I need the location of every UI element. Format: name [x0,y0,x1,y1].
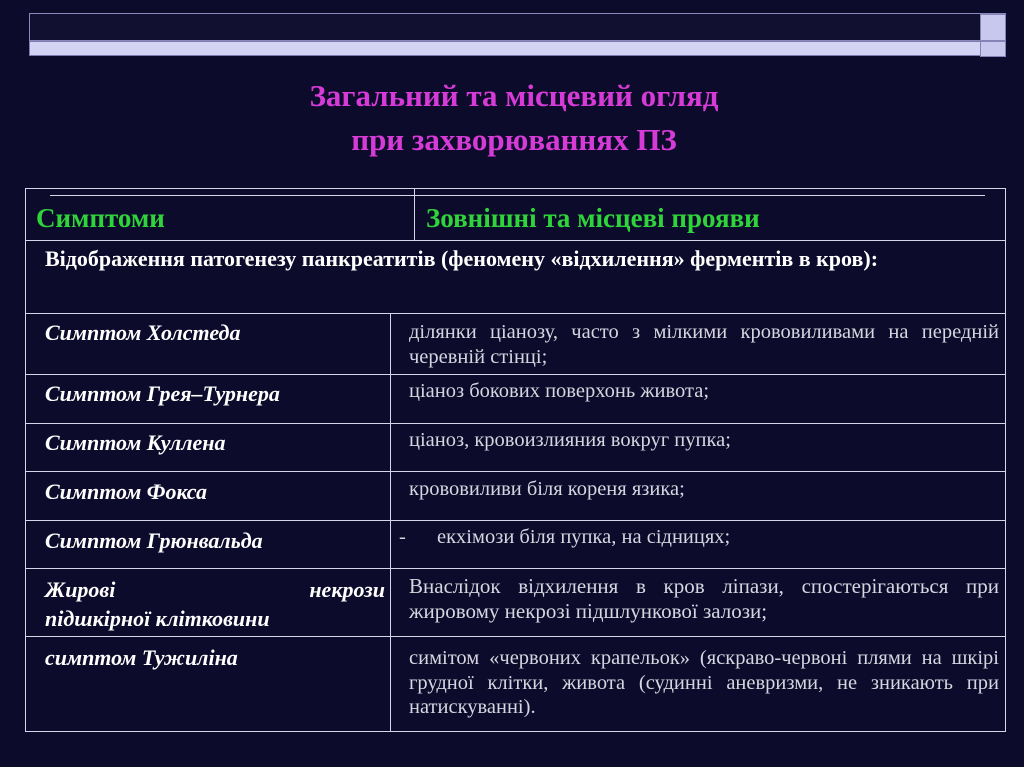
row-divider [25,423,1006,424]
symptom-line-2: підшкірної клітковини [45,606,270,631]
row-divider [25,313,1006,314]
intro-text: Відображення патогенезу панкреатитів (феномену «відхилення» ферментів в кров): [45,246,879,271]
slide-top-bar [29,13,1006,57]
symptom-cell: Симптом Холстеда [45,320,241,345]
top-bar-light-band [29,41,1006,56]
description-text: екхімози біля пупка, на сідницях; [437,526,731,548]
row-divider [25,471,1006,472]
bullet-dash: - [399,526,406,548]
header-symptoms: Симптоми [36,203,165,233]
description-cell: симітом «червоних крапельок» (яскраво-червоні плями на шкірі грудної клітки, живота (судинні аневризми, не зникають при натискуванні). [409,647,999,718]
top-bar-dark-band [29,13,1006,41]
header-bottom-rule [25,240,1006,241]
corner-square-top [980,14,1006,41]
corner-square-bottom [980,41,1006,57]
description-cell: ціаноз бокових поверхонь живота; [409,380,710,402]
symptom-cell: симптом Тужиліна [45,645,238,670]
title-line-2: при захворюваннях ПЗ [351,122,677,157]
symptom-cell: Симптом Грея–Турнера [45,381,280,406]
description-cell: ціаноз, кровоизлияния вокруг пупка; [409,429,731,451]
row-divider [25,568,1006,569]
row-divider [25,636,1006,637]
symptom-cell: Симптом Грюнвальда [45,528,263,553]
description-cell: Внаслідок відхилення в кров ліпази, спостерігаються при жировому некрозі підшлункової залози; [409,574,999,623]
slide-title [0,74,1024,162]
row-divider [25,374,1006,375]
header-top-rule [50,195,985,196]
header-column-divider [414,188,415,240]
description-cell: ділянки ціанозу, часто з мілкими крововиливами на передній черевній стінці; [409,321,999,368]
title-line-1: Загальний та місцевий огляд [309,78,719,113]
description-cell: крововиливи біля кореня язика; [409,478,685,500]
symptom-cell [45,575,385,633]
symptom-line-1: Жирові некрози [45,577,385,602]
body-column-divider [390,313,391,732]
description-cell [399,525,997,550]
header-manifestations: Зовнішні та місцеві прояви [426,203,760,233]
symptom-cell: Симптом Куллена [45,430,226,455]
symptom-cell: Симптом Фокса [45,479,207,504]
row-divider [25,520,1006,521]
